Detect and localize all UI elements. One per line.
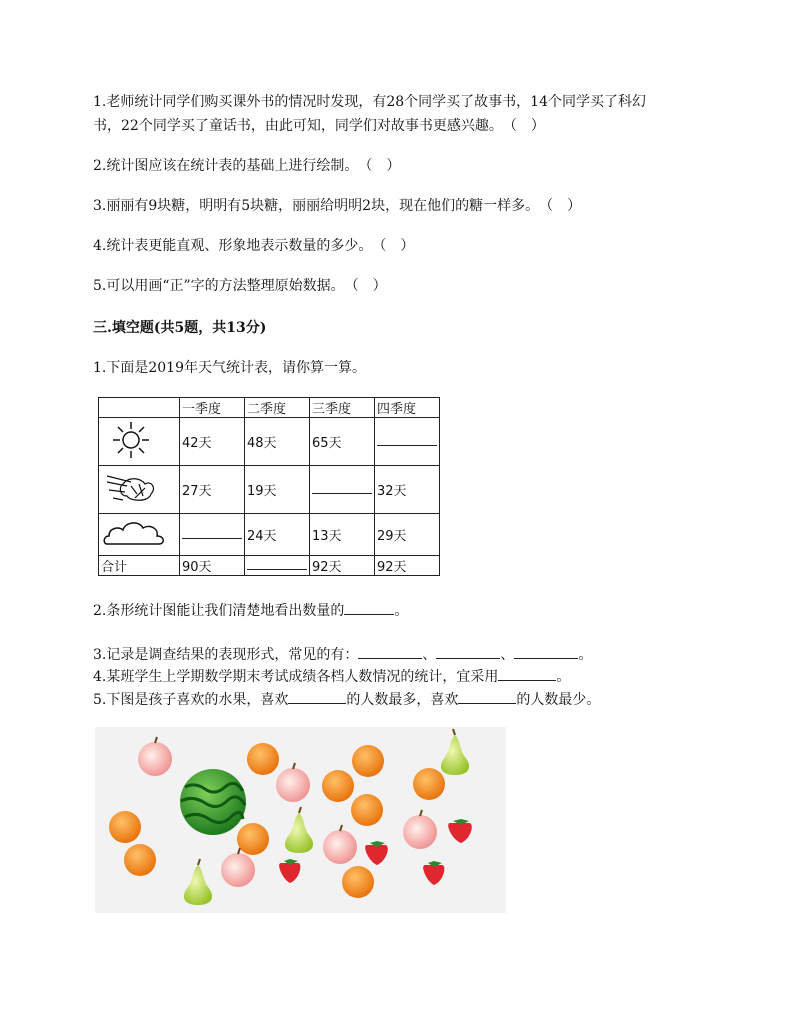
answer-blank[interactable] bbox=[247, 557, 307, 570]
row-icon-cell bbox=[99, 514, 180, 556]
strawberry-icon bbox=[279, 819, 472, 885]
row-icon-cell bbox=[99, 418, 180, 466]
separator: 、 bbox=[500, 647, 515, 663]
fill-q2-text: 2.条形统计图能让我们清楚地看出数量的 bbox=[93, 603, 345, 619]
table-cell-blank[interactable] bbox=[375, 418, 440, 466]
fill-q5-text: 5.下图是孩子喜欢的水果，喜欢 bbox=[93, 692, 289, 708]
table-cell: 48天 bbox=[245, 418, 310, 466]
fill-q2-end: 。 bbox=[394, 603, 409, 619]
table-cell: 19天 bbox=[245, 466, 310, 514]
table-cell-blank[interactable] bbox=[245, 556, 310, 576]
table-header-row bbox=[99, 398, 440, 418]
wind-icon bbox=[101, 468, 161, 508]
watermelon-icon bbox=[180, 769, 246, 835]
judge-q5: 5.可以用画“正”字的方法整理原始数据。 （ ） bbox=[93, 278, 387, 294]
fill-q3 bbox=[93, 644, 592, 665]
fill-q5-end: 的人数最少。 bbox=[516, 692, 601, 708]
row-icon-cell bbox=[99, 466, 180, 514]
table-cell-blank[interactable] bbox=[310, 466, 375, 514]
fill-q4-text: 4.某班学生上学期数学期末考试成绩各档人数情况的统计，宜采用 bbox=[93, 669, 499, 685]
answer-blank[interactable] bbox=[358, 644, 422, 659]
table-cell: 90天 bbox=[180, 556, 245, 576]
answer-blank[interactable] bbox=[312, 481, 372, 494]
fill-q5 bbox=[93, 689, 600, 710]
table-header-cell: 二季度 bbox=[245, 398, 310, 418]
fruit-scene bbox=[95, 727, 506, 913]
table-cell: 92天 bbox=[310, 556, 375, 576]
table-cell: 24天 bbox=[245, 514, 310, 556]
table-row bbox=[99, 514, 440, 556]
table-cell: 29天 bbox=[375, 514, 440, 556]
table-cell: 42天 bbox=[180, 418, 245, 466]
answer-blank[interactable] bbox=[514, 644, 578, 659]
section-heading: 三.填空题(共5题，共13分) bbox=[93, 320, 267, 336]
judge-q1-line2: 书，22个同学买了童话书，由此可知，同学们对故事书更感兴趣。 （ ） bbox=[93, 118, 545, 134]
fill-q5-mid: 的人数最多，喜欢 bbox=[346, 692, 459, 708]
judge-q4: 4.统计表更能直观、形象地表示数量的多少。 （ ） bbox=[93, 238, 415, 254]
answer-blank[interactable] bbox=[436, 644, 500, 659]
fill-q3-text: 3.记录是调查结果的表现形式，常见的有： bbox=[93, 647, 359, 663]
table-cell: 92天 bbox=[375, 556, 440, 576]
table-cell: 13天 bbox=[310, 514, 375, 556]
answer-blank[interactable] bbox=[458, 689, 516, 704]
answer-blank[interactable] bbox=[377, 433, 437, 446]
fill-q3-end: 。 bbox=[578, 647, 593, 663]
table-header-cell: 三季度 bbox=[310, 398, 375, 418]
sun-icon bbox=[101, 420, 161, 460]
fill-q2 bbox=[93, 600, 408, 621]
table-row bbox=[99, 466, 440, 514]
table-corner-cell bbox=[99, 398, 180, 418]
judge-q3: 3.丽丽有9块糖，明明有5块糖，丽丽给明明2块，现在他们的糖一样多。 （ ） bbox=[93, 198, 582, 214]
table-cell: 65天 bbox=[310, 418, 375, 466]
fill-q4-end: 。 bbox=[556, 669, 571, 685]
cloud-icon bbox=[101, 516, 167, 550]
table-row bbox=[99, 418, 440, 466]
table-cell: 32天 bbox=[375, 466, 440, 514]
table-total-row bbox=[99, 556, 440, 576]
table-header-cell: 一季度 bbox=[180, 398, 245, 418]
separator: 、 bbox=[422, 647, 437, 663]
table-cell: 27天 bbox=[180, 466, 245, 514]
total-label: 合计 bbox=[99, 556, 180, 576]
answer-blank[interactable] bbox=[182, 526, 242, 539]
weather-table bbox=[98, 397, 440, 576]
answer-blank[interactable] bbox=[344, 600, 394, 615]
answer-blank[interactable] bbox=[498, 666, 556, 681]
fruit-picture bbox=[95, 727, 506, 913]
fill-q4 bbox=[93, 666, 570, 687]
judge-q2: 2.统计图应该在统计表的基础上进行绘制。 （ ） bbox=[93, 158, 401, 174]
answer-blank[interactable] bbox=[288, 689, 346, 704]
judge-q1-line1: 1.老师统计同学们购买课外书的情况时发现，有28个同学买了故事书，14个同学买了科幻 bbox=[93, 94, 646, 110]
fill-q1: 1.下面是2019年天气统计表，请你算一算。 bbox=[93, 360, 366, 376]
table-cell-blank[interactable] bbox=[180, 514, 245, 556]
table-header-cell: 四季度 bbox=[375, 398, 440, 418]
